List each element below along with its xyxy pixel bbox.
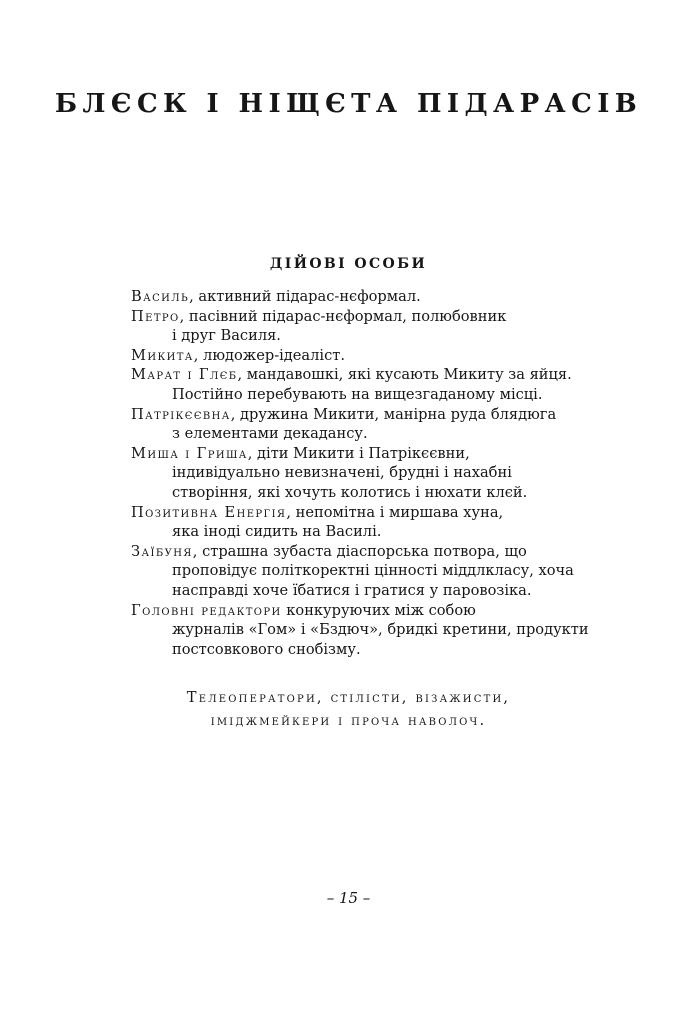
cast-heading: ДІЙОВІ ОСОБИ	[269, 256, 428, 272]
cast-list	[131, 287, 611, 659]
character-description: , мандавошкі, які кусають Микиту за яйця.	[237, 366, 572, 384]
character-description: , діти Микити і Патрікєєвни,	[247, 444, 470, 462]
page-number: – 15 –	[326, 889, 371, 907]
cast-entry-continuation: проповідує політкоректні цінності міддлкласу, хоча	[172, 562, 574, 580]
cast-entry-line	[131, 444, 611, 464]
character-description: , страшна зубаста діаспорська потвора, що	[192, 542, 527, 560]
character-name: Марат і Глєб	[131, 366, 238, 384]
cast-entry-line	[131, 365, 611, 385]
cast-entry	[131, 365, 611, 404]
cast-entry-continuation: і друг Василя.	[172, 327, 281, 345]
cast-entry-line	[131, 346, 611, 366]
cast-entry	[131, 542, 611, 601]
character-description: , людожер-ідеаліст.	[193, 346, 345, 364]
character-name: Петро	[131, 307, 180, 325]
cast-entry	[131, 287, 611, 307]
character-name: Миша і Гриша	[131, 444, 248, 462]
character-name: Патрікєєвна	[131, 405, 231, 423]
cast-entry-line	[131, 307, 611, 327]
cast-entry	[131, 601, 611, 660]
extras-line: іміджмейкери і проча наволоч.	[210, 712, 487, 729]
character-name: Заїбуня	[131, 542, 193, 560]
cast-entry	[131, 444, 611, 503]
character-description: конкуруючих між собою	[281, 601, 476, 619]
character-description: , активний підарас-нєформал.	[189, 288, 421, 305]
cast-entry-continuation: з елементами декадансу.	[172, 425, 368, 443]
cast-entry-continuation: насправді хоче їбатися і гратися у паровозіка.	[172, 581, 532, 599]
extras-note	[0, 686, 697, 732]
cast-entry-line	[131, 542, 611, 562]
cast-entry	[131, 503, 611, 542]
cast-entry-continuation: Постійно перебувають на вищезгаданому місці.	[172, 385, 543, 403]
character-description: , дружина Микити, манірна руда блядюга	[230, 405, 557, 423]
cast-entry-continuation: індивідуально невизначені, брудні і нахабні	[172, 464, 512, 482]
cast-entry	[131, 405, 611, 444]
extras-line: Телеоператори, стілісти, візажисти,	[186, 689, 511, 706]
cast-entry-continuation: яка іноді сидить на Василі.	[172, 523, 382, 541]
cast-entry-line	[131, 287, 611, 307]
character-name: Позитивна Енергія	[131, 503, 287, 521]
character-name: Василь	[131, 288, 190, 305]
cast-entry	[131, 307, 611, 346]
character-description: , непомітна і миршава хуна,	[286, 503, 504, 521]
character-name: Головні редактори	[131, 601, 282, 619]
cast-entry-line	[131, 405, 611, 425]
character-description: , пасівний підарас-нєформал, полюбовник	[179, 307, 507, 325]
cast-entry-continuation: створіння, які хочуть колотись і нюхати клєй.	[172, 483, 528, 501]
cast-entry	[131, 346, 611, 366]
cast-entry-line	[131, 503, 611, 523]
character-name: Микита	[131, 346, 194, 364]
page-title: БЛЄСК І НІЩЄТА ПІДАРАСІВ	[54, 89, 643, 119]
cast-entry-line	[131, 601, 611, 621]
cast-entry-continuation: постсовкового снобізму.	[172, 640, 361, 658]
cast-entry-continuation: журналів «Гом» і «Бздюч», бридкі кретини, продукти	[172, 621, 589, 639]
